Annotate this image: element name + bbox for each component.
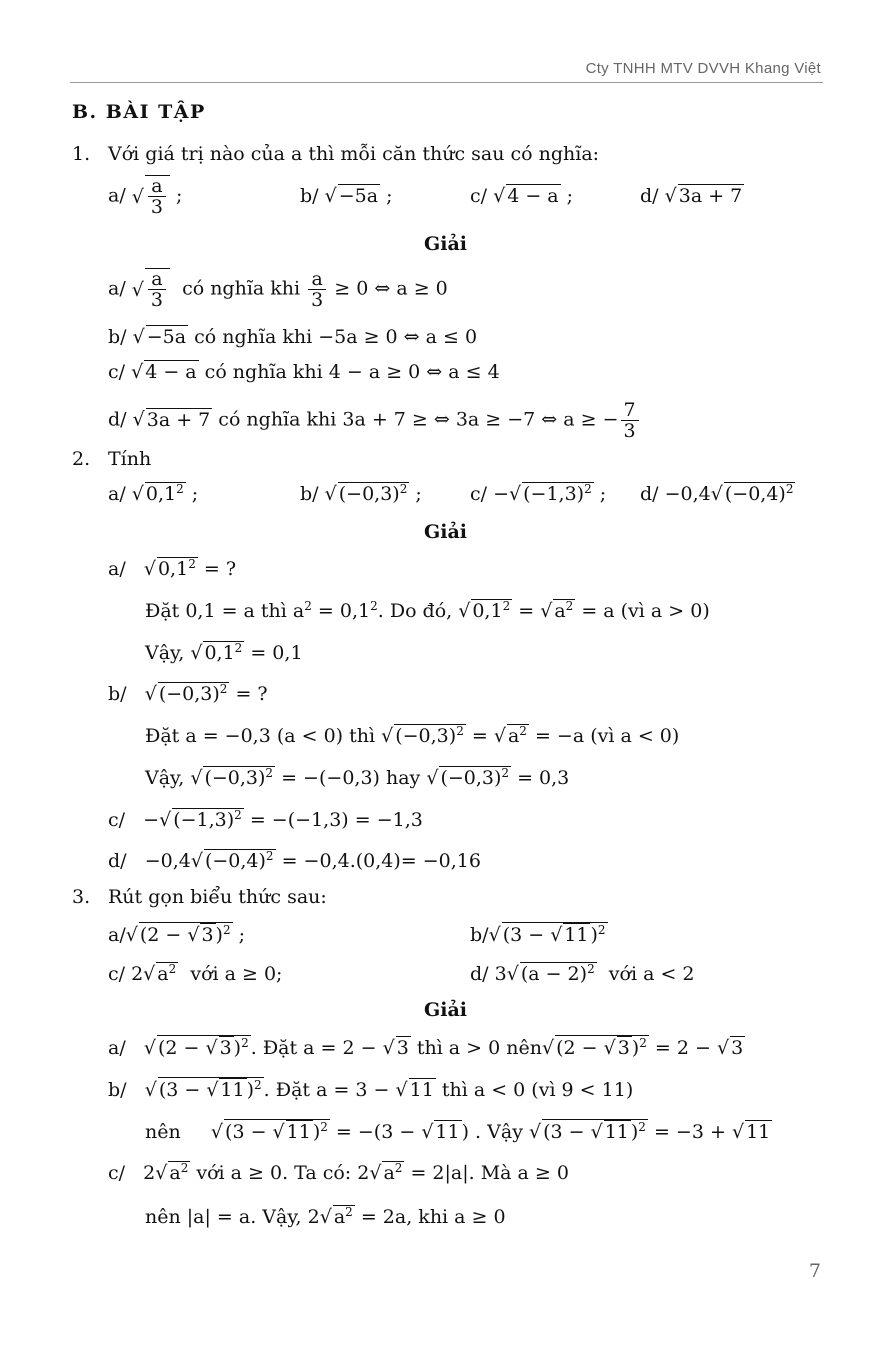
inner-radicand: 3 (219, 1037, 232, 1059)
text: ) . Vậy (461, 1121, 529, 1143)
radicand: (−0,3) (440, 767, 502, 789)
section-title: B. BÀI TẬP (72, 101, 206, 123)
radicand: a (507, 725, 520, 747)
text: = −(3 − (329, 1121, 422, 1143)
text: có nghĩa khi −5a ≥ 0 ⇔ a ≤ 0 (194, 326, 478, 348)
inner-radicand: 11 (220, 1079, 245, 1101)
problem-3-part-c: c/ 2√ $a^2$ với a ≥ 0; (108, 962, 283, 985)
text: có nghĩa khi (182, 277, 301, 300)
radicand: (a − 2) (520, 963, 588, 985)
solution-1-a: a/ √ $\frac{a}{3}$ có nghĩa khi $\frac{a}{3}$ ≥ 0 ⇔ a ≥ 0 (108, 268, 448, 311)
label: a/ (108, 184, 126, 207)
radicand: (−0,4) (204, 850, 266, 872)
text: = 0,1 (311, 600, 371, 622)
radicand: 3 (396, 1037, 409, 1059)
text: = 2|a|. Mà a ≥ 0 (404, 1162, 569, 1184)
exponent: 2 (265, 766, 274, 780)
problem-2-part-b: b/ √ $(-0,3)^2$ ; (300, 482, 422, 505)
text: Đặt 0,1 = a thì a (145, 600, 305, 622)
inner-radicand: 11 (564, 924, 589, 946)
exponent: 2 (345, 1205, 353, 1219)
sign: − (143, 809, 160, 831)
solution-3-b: b/ √ (3 − √ 11 )$^2$ . Đặt a = 3 − √ 11 thì a < 0 (vì 9 < 11) (108, 1078, 634, 1101)
solution-1-b: b/ √ −5a có nghĩa khi −5a ≥ 0 ⇔ a ≤ 0 (108, 326, 478, 348)
running-header: Cty TNHH MTV DVVH Khang Việt (585, 60, 821, 77)
radicand: a (157, 963, 169, 985)
text: (3 − (158, 1079, 207, 1101)
radicand: 3 (731, 1037, 744, 1059)
radicand: 0,1 (204, 642, 235, 664)
radicand: 0,1 (157, 558, 189, 580)
separator: ; (599, 483, 607, 505)
exponent: 2 (399, 482, 408, 496)
text: có nghĩa khi 3a + 7 ≥ ⇔ 3a ≥ −7 ⇔ a ≥ − (218, 408, 619, 431)
radicand: a (169, 1162, 181, 1184)
text: . Đặt a = 2 − (250, 1037, 383, 1059)
exponent: 2 (785, 482, 794, 496)
radicand: 4 − a (507, 185, 559, 207)
text: (3 − (225, 1121, 273, 1143)
radicand: a (333, 1206, 346, 1228)
label: c/ (108, 1162, 126, 1184)
exponent: 2 (176, 482, 184, 496)
exponent: 2 (234, 641, 243, 655)
problem-1-part-c: c/ √ 4 − a ; (470, 185, 574, 207)
solution-2-d: d/ −0,4√ $(-0,4)^2 = -0,4.(0,4)= -0,16$ (108, 849, 481, 872)
exponent: 2 (456, 724, 464, 738)
label: d/ (640, 483, 659, 505)
text: ) (246, 1079, 255, 1101)
label: a/ (108, 483, 126, 505)
denominator: 3 (150, 289, 163, 311)
label: d/ (108, 408, 127, 431)
problem-2-part-d: d/ −0,4√ $(-0,4)^2$ (640, 482, 794, 505)
problem-2-number: 2. (72, 448, 91, 470)
problem-3-part-d: d/ 3√ $(a - 2)^2$ với a < 2 (470, 962, 695, 985)
text: = ? (229, 683, 268, 705)
exponent: 2 (597, 923, 606, 937)
exponent: 2 (222, 923, 231, 937)
radicand: a (554, 600, 566, 622)
exponent: 2 (394, 1161, 403, 1175)
numerator: a (148, 176, 166, 197)
label: b/ (470, 924, 489, 946)
text: = 2a, khi a ≥ 0 (354, 1206, 506, 1228)
text: thì a > 0 nên (410, 1037, 542, 1059)
label: c/ 2 (108, 963, 144, 985)
text: Đặt a = −0,3 (a < 0) thì (145, 725, 382, 747)
coefficient: −0,4 (144, 850, 191, 872)
label: b/ (108, 1079, 127, 1101)
text: . Do đó, (377, 600, 459, 622)
radicand: (−0,4) (724, 483, 786, 505)
text: = −a (vì a < 0) (528, 725, 680, 747)
label: a/ (108, 924, 126, 946)
text: ) (233, 1037, 242, 1059)
problem-1-number: 1. (72, 143, 91, 165)
text: = a (vì a > 0) (575, 600, 710, 622)
radicand: 11 (746, 1121, 771, 1143)
header-rule (70, 82, 823, 83)
problem-1-part-b: b/ √ −5a ; (300, 185, 393, 207)
numerator: a (308, 269, 326, 290)
page-number: 7 (808, 1260, 821, 1282)
separator: ; (176, 184, 183, 207)
exponent: 2 (320, 1120, 328, 1134)
text: = −(−0,3) hay (275, 767, 427, 789)
solution-heading-2: Giải (424, 521, 467, 543)
text: = ? (197, 558, 237, 580)
text: (2 − (556, 1037, 604, 1059)
separator: ; (191, 483, 199, 505)
inner-radicand: 11 (286, 1121, 311, 1143)
inner-radicand: 11 (604, 1121, 629, 1143)
solution-2-a-line-2: Vậy, √ $0,1^2 = 0,1$ (145, 641, 303, 664)
radicand: (−0,3) (395, 725, 457, 747)
problem-2-part-c: c/ −√ $(-1,3)^2$ ; (470, 482, 607, 505)
text: ) (312, 1121, 321, 1143)
solution-2-a-line-1: Đặt 0,1 = a thì $a^2 = 0,1^2$. Do đó, √ $0,1^2$ = √ $a^2 = a$ (vì a > 0) (145, 599, 710, 622)
problem-3-number: 3. (72, 886, 91, 908)
problem-3-part-b: b/√ (3 − √ 11 )$^2$ (470, 923, 606, 946)
label: a/ (108, 1037, 126, 1059)
text: với a ≥ 0. Ta có: 2 (190, 1162, 370, 1184)
label: b/ (108, 683, 127, 705)
separator: ; (415, 483, 422, 505)
text: ) (590, 924, 598, 946)
text: = 0,1 (244, 642, 303, 664)
text: (2 − (139, 924, 188, 946)
separator: ; (386, 185, 393, 207)
exponent: 2 (234, 808, 242, 822)
text: = (465, 725, 494, 747)
text: (3 − (502, 924, 551, 946)
label: c/ (470, 483, 488, 505)
solution-heading-1: Giải (424, 233, 467, 255)
radicand: 4 − a (145, 361, 197, 383)
exponent: 2 (180, 1161, 189, 1175)
radicand: 0,1 (472, 600, 503, 622)
solution-1-c: c/ √ 4 − a có nghĩa khi 4 − a ≥ 0 ⇔ a ≤ 4 (108, 361, 500, 383)
exponent: 2 (265, 849, 274, 863)
text: = 2 − (648, 1037, 717, 1059)
text: có nghĩa khi 4 − a ≥ 0 ⇔ a ≤ 4 (204, 361, 500, 383)
exponent: 2 (254, 1078, 262, 1092)
text: . Đặt a = 3 − (263, 1079, 396, 1101)
radicand: 3a + 7 (146, 408, 211, 431)
text: Vậy, (145, 642, 191, 664)
exponent: 2 (565, 599, 574, 613)
text: ) (215, 924, 223, 946)
solution-1-d: d/ √ 3a + 7 có nghĩa khi 3a + 7 ≥ ⇔ 3a ≥ −7 ⇔ a ≥ − $\frac{7}{3}$ (108, 400, 641, 441)
denominator: 3 (623, 420, 636, 442)
denominator: 3 (311, 289, 324, 311)
problem-3-title: Rút gọn biểu thức sau: (108, 886, 327, 908)
inner-radicand: 3 (201, 924, 214, 946)
problem-1-part-a: a/ √ $\frac{a}{3}$ ; (108, 175, 183, 218)
text: = −0,4.(0,4)= −0,16 (275, 850, 481, 872)
label: c/ (108, 809, 126, 831)
radicand: (−0,3) (338, 483, 400, 505)
text: nên (145, 1121, 181, 1143)
exponent: 2 (241, 1036, 249, 1050)
text: = (512, 600, 541, 622)
exponent: 2 (304, 599, 312, 613)
coefficient: −0,4 (664, 483, 711, 505)
solution-2-c: c/ −√ $(-1,3)^2 = -(-1,3) = -1,3$ (108, 808, 423, 831)
solution-3-c: c/ 2√ $a^2$ với a ≥ 0. Ta có: 2√ $a^2 = 2|a|$. Mà a ≥ 0 (108, 1161, 569, 1184)
label: c/ (108, 361, 126, 383)
radicand: −5a (146, 326, 187, 348)
label: d/ 3 (470, 963, 507, 985)
problem-1-title: Với giá trị nào của a thì mỗi căn thức sau có nghĩa: (108, 143, 600, 165)
text: = 0,3 (511, 767, 570, 789)
radicand: 11 (409, 1079, 434, 1101)
label: a/ (108, 277, 126, 300)
radicand: 3a + 7 (678, 185, 743, 207)
radicand: 0,1 (145, 483, 177, 505)
denominator: 3 (150, 196, 163, 218)
radicand: (−1,3) (173, 809, 235, 831)
exponent: 2 (168, 962, 177, 976)
radicand: −5a (338, 185, 379, 207)
text: ) (630, 1121, 639, 1143)
numerator: a (148, 269, 166, 290)
problem-1-part-d: d/ √ 3a + 7 (640, 185, 743, 207)
solution-2-b-line-1: Đặt a = −0,3 (a < 0) thì √ $(-0,3)^2$ = √ $a^2 = -a$ (vì a < 0) (145, 724, 680, 747)
solution-heading-3: Giải (424, 999, 467, 1021)
exponent: 2 (502, 599, 511, 613)
separator: ; (238, 924, 246, 946)
solution-3-a: a/ √ (2 − √ 3 )$^2$ . Đặt a = 2 − √ 3 thì a > 0 nên√ (2 − √ 3 )$^2$ = 2 − √ 3 (108, 1036, 744, 1059)
exponent: 2 (638, 1120, 646, 1134)
exponent: 2 (188, 557, 196, 571)
numerator: 7 (621, 400, 639, 421)
exponent: 2 (370, 599, 378, 613)
label: b/ (300, 185, 319, 207)
text: = −3 + (647, 1121, 732, 1143)
label: d/ (640, 185, 659, 207)
text: (3 − (543, 1121, 591, 1143)
text: nên |a| = a. Vậy, 2 (145, 1206, 320, 1228)
text: với a < 2 (608, 963, 695, 985)
radicand: a (383, 1162, 395, 1184)
exponent: 2 (501, 766, 510, 780)
solution-2-b: b/ √ $(-0,3)^2$ = ? (108, 682, 268, 705)
label: b/ (108, 326, 127, 348)
label: b/ (300, 483, 319, 505)
text: ) (631, 1037, 640, 1059)
problem-2-part-a: a/ √ $0,1^2$ ; (108, 482, 199, 505)
radicand: 11 (435, 1121, 460, 1143)
solution-2-a: a/ √ $0,1^2$ = ? (108, 557, 237, 580)
problem-2-title: Tính (108, 448, 152, 470)
label: d/ (108, 850, 127, 872)
solution-3-c-line-2: nên |a| = a. Vậy, 2√ $a^2 = 2a$, khi a ≥ 0 (145, 1205, 506, 1228)
solution-2-b-line-2: Vậy, √ $(-0,3)^2 = -(-0,3)$ hay √ $(-0,3)^2 = 0,3$ (145, 766, 570, 789)
inner-radicand: 3 (617, 1037, 630, 1059)
coefficient: 2 (143, 1162, 156, 1184)
separator: ; (566, 185, 574, 207)
exponent: 2 (219, 682, 228, 696)
exponent: 2 (587, 962, 595, 976)
radicand: (−1,3) (523, 483, 585, 505)
label: a/ (108, 558, 126, 580)
text: = −(−1,3) = −1,3 (243, 809, 423, 831)
exponent: 2 (584, 482, 592, 496)
text: ≥ 0 ⇔ a ≥ 0 (334, 277, 448, 300)
text: Vậy, (145, 767, 191, 789)
solution-3-b-line-2: nên √ (3 − √ 11 )$^2$ = −(3 − √ 11 ) . Vậy √ (3 − √ 11 )$^2$ = −3 + √ 11 (145, 1120, 771, 1143)
exponent: 2 (639, 1036, 647, 1050)
text: với a ≥ 0; (190, 963, 283, 985)
label: c/ (470, 185, 488, 207)
problem-3-part-a: a/√ (2 − √ 3 )$^2$ ; (108, 923, 246, 946)
text: (2 − (157, 1037, 206, 1059)
sign: − (493, 483, 510, 505)
radicand: (−0,3) (158, 683, 220, 705)
exponent: 2 (519, 724, 527, 738)
text: thì a < 0 (vì 9 < 11) (435, 1079, 634, 1101)
radicand: (−0,3) (204, 767, 266, 789)
